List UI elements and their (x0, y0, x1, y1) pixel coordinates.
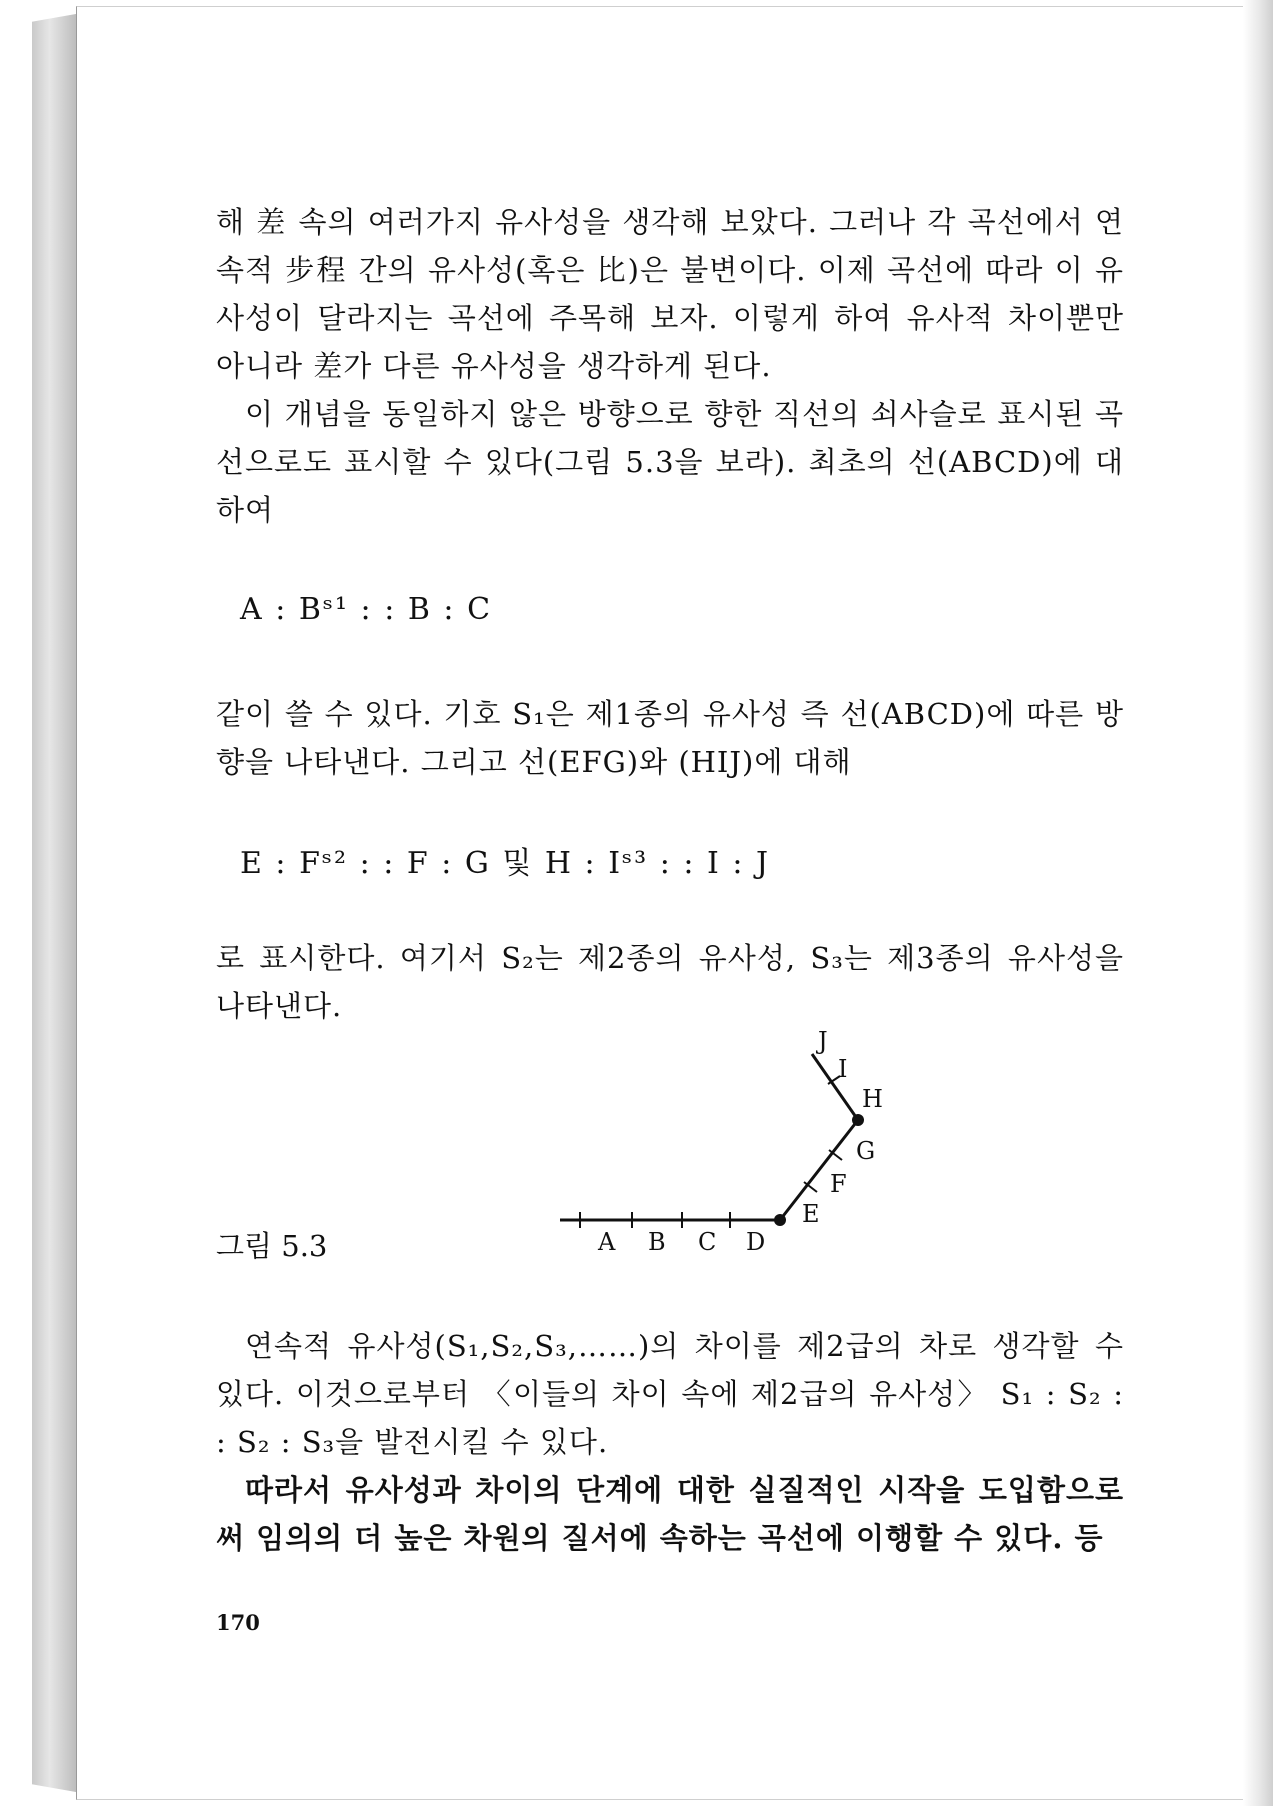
vertex-d-e (774, 1214, 786, 1226)
paragraph-6: 따라서 유사성과 차이의 단계에 대한 실질적인 시작을 도입함으로써 임의의 더 높은 차원의 질서에 속하는 곡선에 이행할 수 있다. 등 (216, 1473, 1124, 1555)
paragraph-4: 로 표시한다. 여기서 S₂는 제2종의 유사성, S₃는 제3종의 유사성을 나타낸다. (216, 941, 1124, 1023)
text-paragraph-6-block (216, 1466, 1124, 1562)
formula-2: E : Fˢ² : : F : G 및 H : Iˢ³ : : I : J (240, 846, 771, 881)
paragraph-2: 이 개념을 동일하지 않은 방향으로 향한 직선의 쇠사슬로 표시된 곡선으로도 표시할 수 있다(그림 5.3을 보라). 최초의 선(ABCD)에 대하여 (216, 397, 1124, 527)
label-e: E (802, 1200, 820, 1228)
line-hij (812, 1054, 858, 1120)
text-paragraph-2-block (216, 390, 1124, 534)
label-a: A (598, 1228, 616, 1256)
label-j: J (818, 1027, 828, 1055)
label-h: H (862, 1085, 883, 1113)
text-paragraph-1-block (216, 198, 1124, 390)
label-d: D (746, 1228, 766, 1256)
figure-5-3-diagram (540, 1022, 920, 1262)
paragraph-3: 같이 쓸 수 있다. 기호 S₁은 제1종의 유사성 즉 선(ABCD)에 따른 방향을 나타낸다. 그리고 선(EFG)와 (HIJ)에 대해 (216, 697, 1124, 779)
label-c: C (698, 1228, 717, 1256)
page-number: 170 (216, 1610, 260, 1635)
label-i: I (838, 1055, 848, 1083)
page-shadow (1243, 0, 1273, 1806)
text-paragraph-4-block (216, 934, 1124, 1030)
paragraph-5: 연속적 유사성(S₁,S₂,S₃,……)의 차이를 제2급의 차로 생각할 수 있다. 이것으로부터 〈이들의 차이 속에 제2급의 유사성〉 S₁ : S₂ : : S₂ : S₃을 발전시킬 수 있다. (216, 1329, 1124, 1459)
figure-caption: 그림 5.3 (216, 1229, 328, 1263)
text-paragraph-3-block (216, 690, 1124, 786)
formula-1: A : Bˢ¹ : : B : C (240, 592, 493, 627)
vertex-g-h (852, 1114, 864, 1126)
label-f: F (830, 1170, 847, 1198)
text-paragraph-5-block (216, 1322, 1124, 1466)
label-g: G (856, 1137, 876, 1165)
paragraph-1: 해 差 속의 여러가지 유사성을 생각해 보았다. 그러나 각 곡선에서 연속적 步程 간의 유사성(혹은 比)은 불변이다. 이제 곡선에 따라 이 유사성이 달라지는 곡선에 주목해 보자. 이렇게 하여 유사적 차이뿐만 아니라 差가 다른 유사성을 생각하게 된다. (216, 205, 1124, 383)
book-page-edges (32, 0, 76, 1806)
label-b: B (648, 1228, 666, 1256)
